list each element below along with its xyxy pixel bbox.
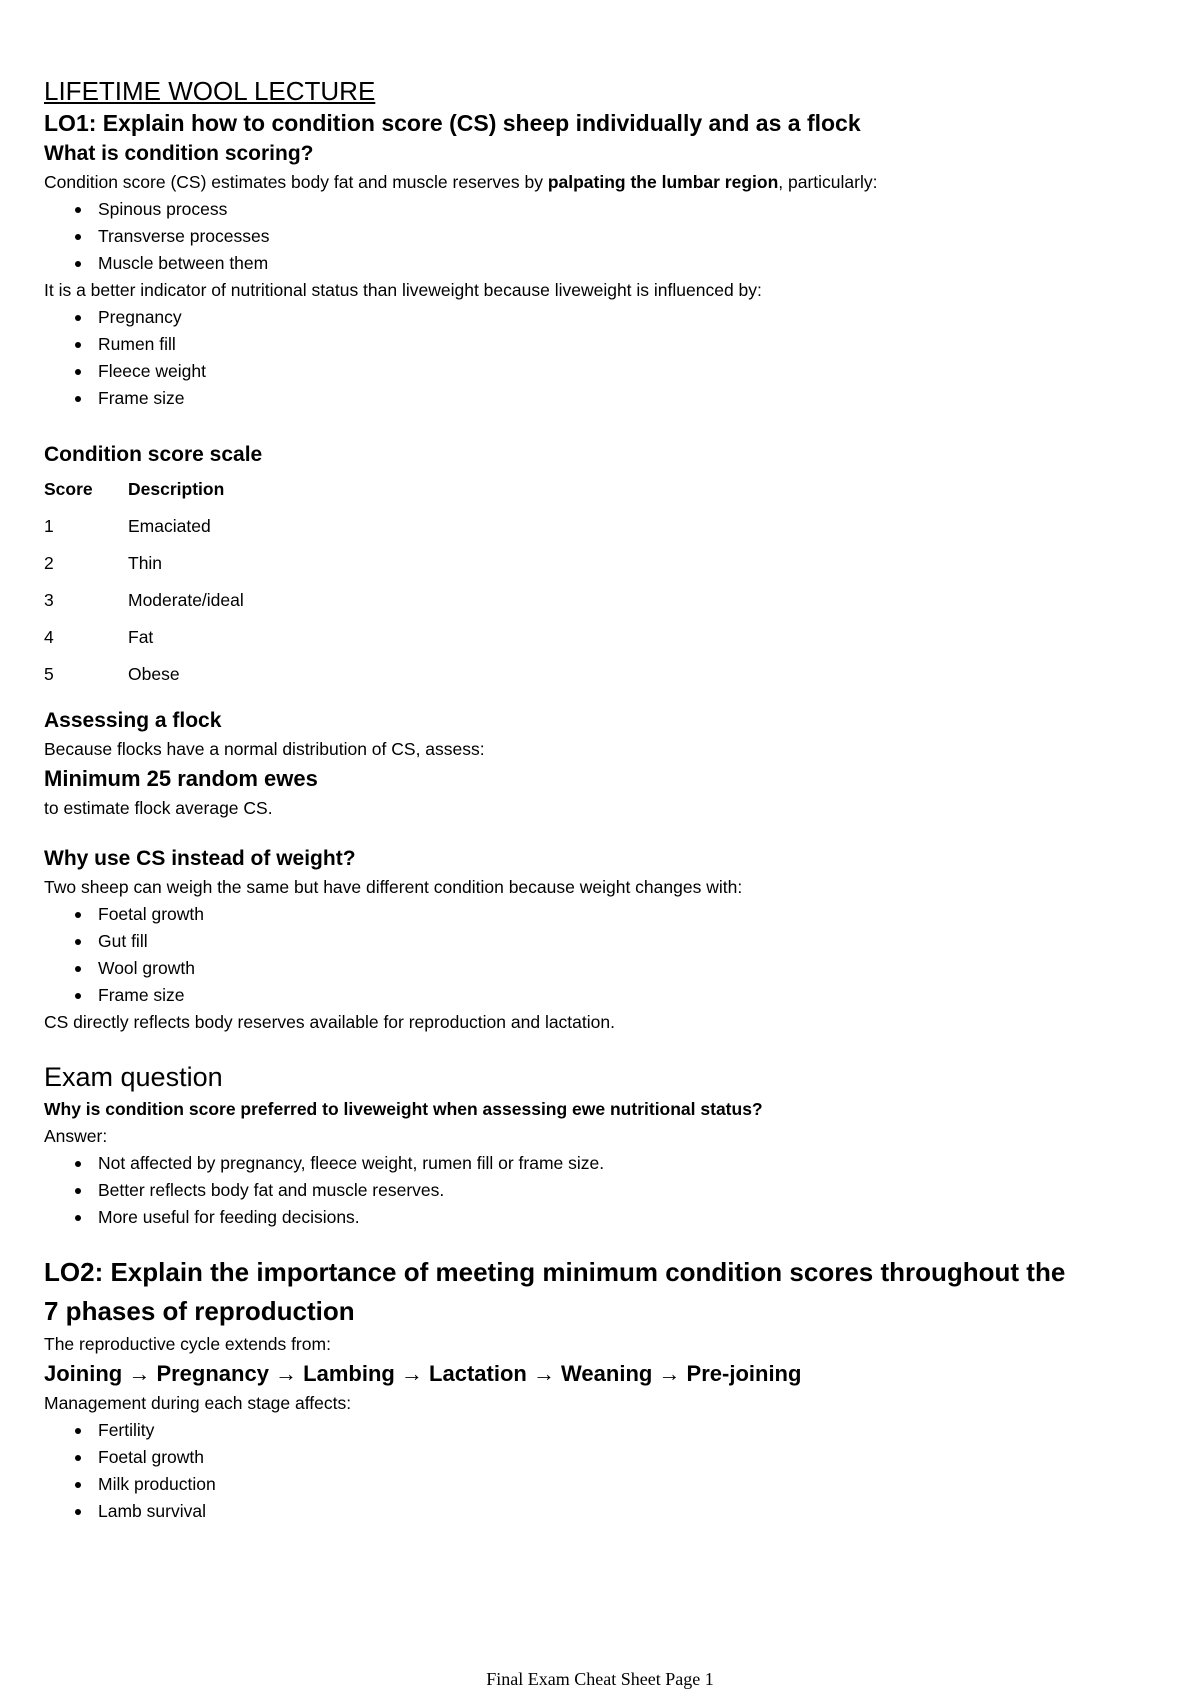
description-cell: Obese xyxy=(128,664,180,684)
weight-changes-list xyxy=(44,901,1164,1009)
list-item: Not affected by pregnancy, fleece weight, rumen fill or frame size. xyxy=(98,1150,1164,1177)
lecture-title: LIFETIME WOOL LECTURE xyxy=(44,76,376,106)
spacer xyxy=(44,698,1164,706)
exam-question: Why is condition score preferred to liveweight when assessing ewe nutritional status? xyxy=(44,1099,763,1119)
description-cell: Emaciated xyxy=(128,516,211,536)
list-item: Frame size xyxy=(98,982,1164,1009)
lo2-heading xyxy=(44,1253,1164,1331)
list-item: More useful for feeding decisions. xyxy=(98,1204,1164,1231)
answer-label: Answer: xyxy=(44,1126,108,1146)
list-item: Rumen fill xyxy=(98,331,1164,358)
list-item: Fertility xyxy=(98,1417,1164,1444)
spacer xyxy=(44,412,1164,440)
list-item: Spinous process xyxy=(98,196,1164,223)
what-intro-pre: Condition score (CS) estimates body fat and muscle reserves by xyxy=(44,172,548,192)
table-row xyxy=(44,587,244,624)
score-cell: 2 xyxy=(44,553,54,573)
table-row xyxy=(44,624,244,661)
list-item: Fleece weight xyxy=(98,358,1164,385)
stage-effects-list xyxy=(44,1417,1164,1525)
score-cell: 3 xyxy=(44,590,54,610)
answer-list xyxy=(44,1150,1164,1231)
why-heading: Why use CS instead of weight? xyxy=(44,847,356,870)
list-item: Foetal growth xyxy=(98,1444,1164,1471)
better-indicator-text: It is a better indicator of nutritional status than liveweight because liveweight is influenced by: xyxy=(44,280,762,300)
reproductive-cycle-line: Joining → Pregnancy → Lambing → Lactation → Weaning → Pre-joining xyxy=(44,1361,802,1386)
description-cell: Moderate/ideal xyxy=(128,590,244,610)
list-item: Lamb survival xyxy=(98,1498,1164,1525)
flock-outro: to estimate flock average CS. xyxy=(44,798,273,818)
lo2-heading-line2: 7 phases of reproduction xyxy=(44,1296,355,1326)
list-item: Gut fill xyxy=(98,928,1164,955)
description-cell: Thin xyxy=(128,553,163,573)
page-content xyxy=(44,74,1164,1525)
score-cell: 5 xyxy=(44,664,54,684)
page-footer: Final Exam Cheat Sheet Page 1 xyxy=(486,1669,714,1689)
what-intro xyxy=(44,169,1164,196)
liveweight-influences-list xyxy=(44,304,1164,412)
list-item: Transverse processes xyxy=(98,223,1164,250)
what-intro-bold: palpating the lumbar region xyxy=(547,172,779,192)
why-intro: Two sheep can weigh the same but have different condition because weight changes with: xyxy=(44,877,743,897)
list-item: Pregnancy xyxy=(98,304,1164,331)
list-item: Frame size xyxy=(98,385,1164,412)
scale-heading: Condition score scale xyxy=(44,443,263,466)
spacer xyxy=(44,822,1164,844)
list-item: Muscle between them xyxy=(98,250,1164,277)
list-item: Better reflects body fat and muscle reserves. xyxy=(98,1177,1164,1204)
lo1-heading: LO1: Explain how to condition score (CS) sheep individually and as a flock xyxy=(44,110,861,136)
flock-intro: Because flocks have a normal distribution of CS, assess: xyxy=(44,739,485,759)
table-row xyxy=(44,550,244,587)
list-item: Wool growth xyxy=(98,955,1164,982)
flock-heading: Assessing a flock xyxy=(44,709,222,732)
list-item: Milk production xyxy=(98,1471,1164,1498)
col-description-header: Description xyxy=(128,479,225,499)
exam-heading: Exam question xyxy=(44,1062,223,1092)
lo2-intro: The reproductive cycle extends from: xyxy=(44,1334,331,1354)
flock-key-line: Minimum 25 random ewes xyxy=(44,766,318,791)
table-row xyxy=(44,513,244,550)
what-heading: What is condition scoring? xyxy=(44,142,314,165)
what-intro-post: , particularly: xyxy=(778,172,878,192)
score-cell: 4 xyxy=(44,627,54,647)
spacer xyxy=(44,1036,1164,1058)
table-row xyxy=(44,661,244,698)
why-outro: CS directly reflects body reserves available for reproduction and lactation. xyxy=(44,1012,615,1032)
table-header-row xyxy=(44,476,244,513)
col-score-header: Score xyxy=(44,479,93,499)
lo2-affects: Management during each stage affects: xyxy=(44,1393,352,1413)
list-item: Foetal growth xyxy=(98,901,1164,928)
description-cell: Fat xyxy=(128,627,154,647)
palpation-list xyxy=(44,196,1164,277)
score-cell: 1 xyxy=(44,516,54,536)
condition-score-table xyxy=(44,476,244,698)
lo2-heading-line1: LO2: Explain the importance of meeting minimum condition scores throughout the xyxy=(44,1257,1066,1287)
spacer xyxy=(44,1231,1164,1253)
